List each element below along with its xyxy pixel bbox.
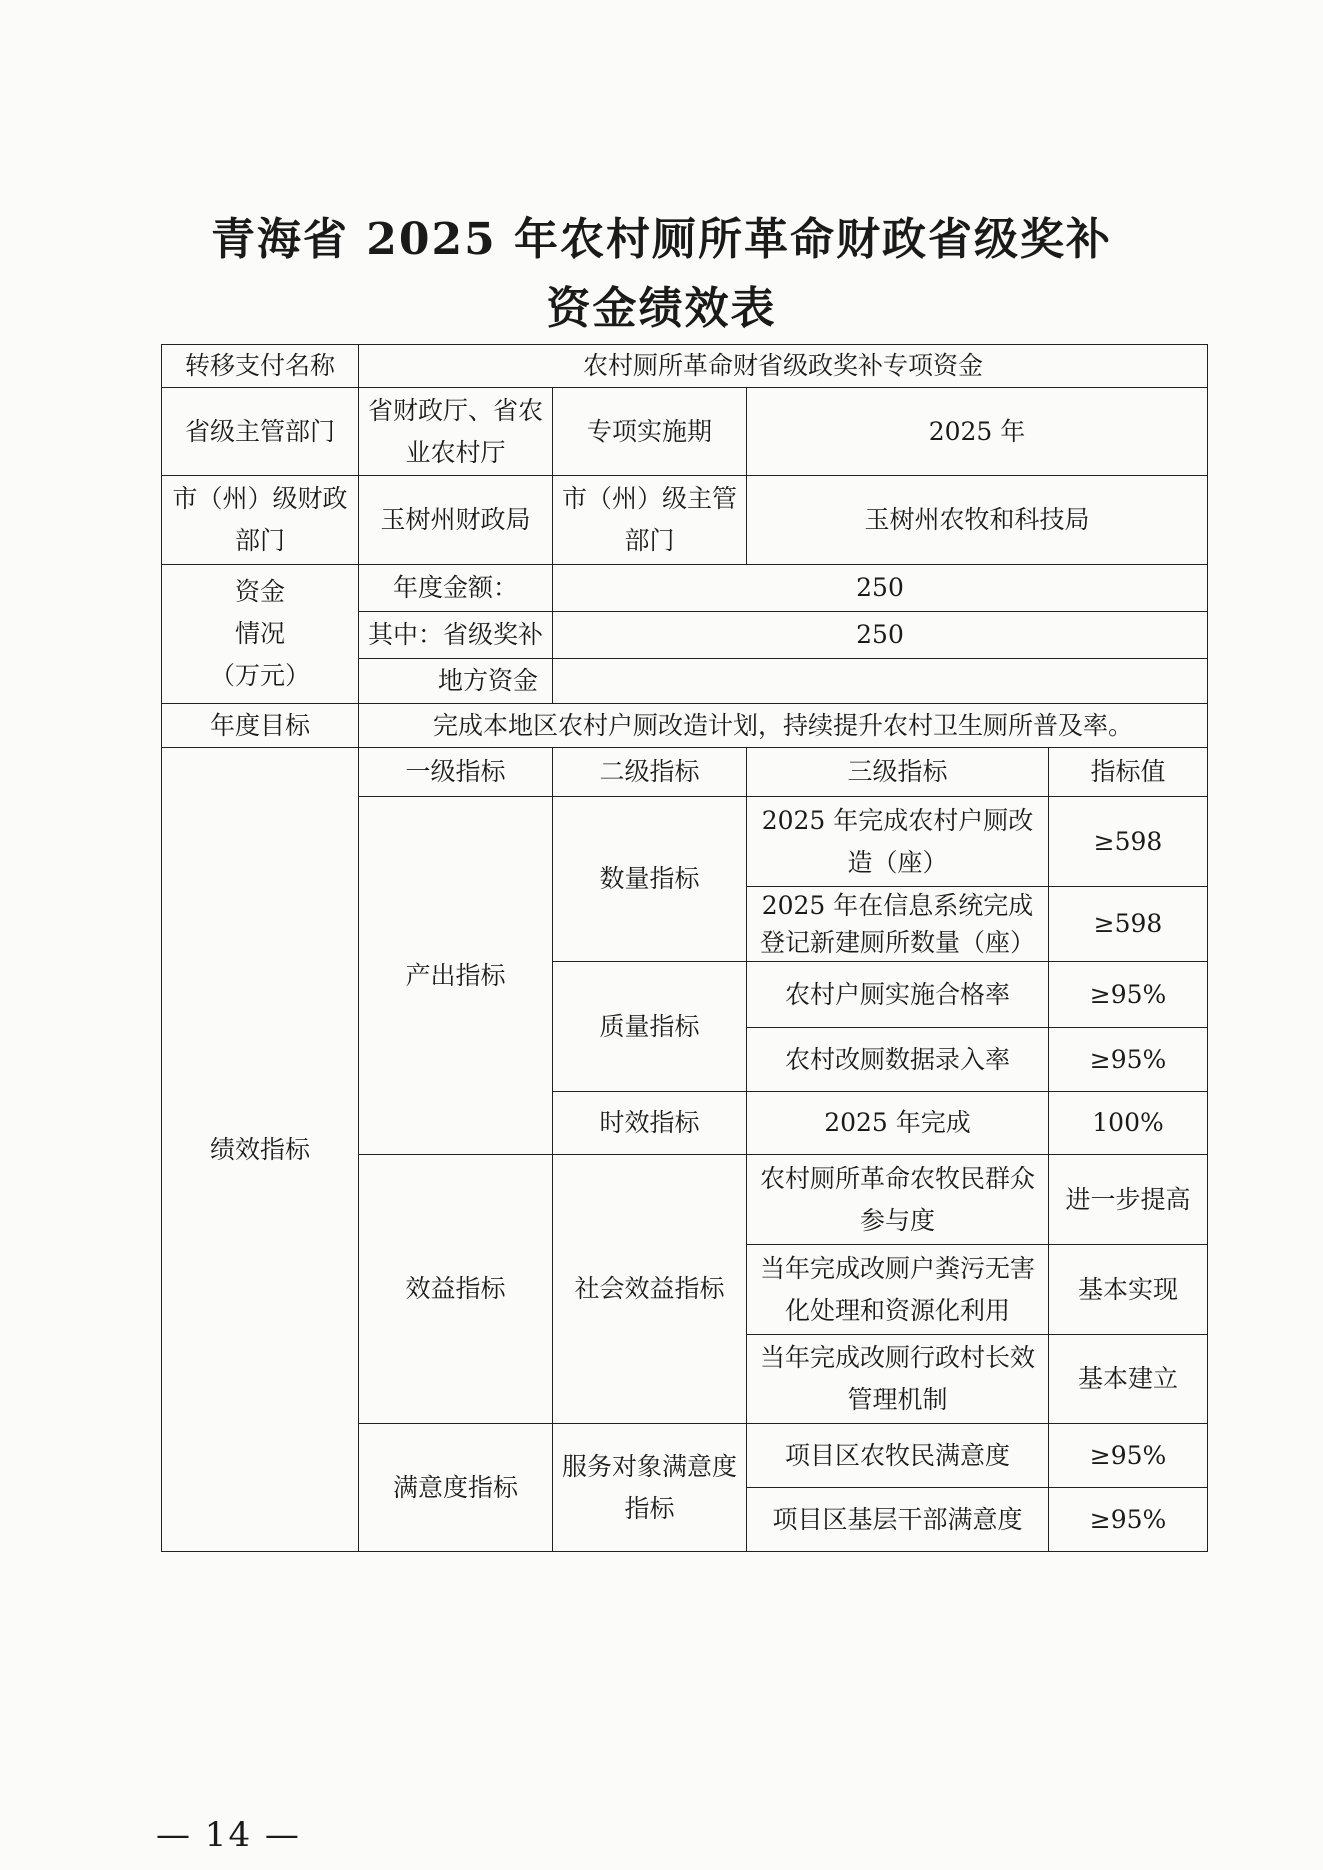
annual-goal-value: 完成本地区农村户厕改造计划，持续提升农村卫生厕所普及率。 (359, 704, 1208, 748)
header-value: 指标值 (1049, 748, 1208, 797)
provincial-dept-value: 省财政厅、省农业农村厅 (359, 388, 553, 476)
local-funds-value (553, 659, 1208, 704)
benefit-indicator-label: 效益指标 (359, 1155, 553, 1424)
period-label: 专项实施期 (553, 388, 747, 476)
table-row (162, 476, 1208, 565)
transfer-name-value: 农村厕所革命财省级政奖补专项资金 (359, 345, 1208, 388)
indicator-value: ≥95% (1049, 962, 1208, 1028)
indicator-name: 项目区农牧民满意度 (747, 1424, 1049, 1488)
indicator-value: ≥95% (1049, 1028, 1208, 1092)
transfer-name-label: 转移支付名称 (162, 345, 359, 388)
performance-indicators-label: 绩效指标 (162, 748, 359, 1552)
table-row (162, 704, 1208, 748)
indicator-name: 当年完成改厕行政村长效管理机制 (747, 1335, 1049, 1424)
city-dept-label: 市（州）级主管部门 (553, 476, 747, 565)
indicator-value: 100% (1049, 1092, 1208, 1155)
indicator-value: 基本实现 (1049, 1245, 1208, 1335)
indicator-value: ≥95% (1049, 1424, 1208, 1488)
city-dept-value: 玉树州农牧和科技局 (747, 476, 1208, 565)
indicator-name: 农村户厕实施合格率 (747, 962, 1049, 1028)
page-number: — 14 — (156, 1815, 301, 1855)
indicator-value: 基本建立 (1049, 1335, 1208, 1424)
annual-goal-label: 年度目标 (162, 704, 359, 748)
funds-label-line1: 资金 (234, 577, 285, 606)
indicator-name: 2025 年在信息系统完成登记新建厕所数量（座） (747, 887, 1049, 962)
indicator-name: 项目区基层干部满意度 (747, 1488, 1049, 1552)
indicator-name: 2025 年完成农村户厕改造（座） (747, 797, 1049, 887)
indicator-name: 当年完成改厕户粪污无害化处理和资源化利用 (747, 1245, 1049, 1335)
document-title-line1: 青海省 2025 年农村厕所革命财政省级奖补 (210, 214, 1113, 265)
indicator-value: ≥598 (1049, 887, 1208, 962)
satisfaction-indicator-label: 满意度指标 (359, 1424, 553, 1552)
funds-label-line2: 情况 (234, 619, 285, 648)
performance-table (161, 344, 1208, 1552)
city-finance-label: 市（州）级财政部门 (162, 476, 359, 565)
provincial-dept-label: 省级主管部门 (162, 388, 359, 476)
header-level2: 二级指标 (553, 748, 747, 797)
city-finance-value: 玉树州财政局 (359, 476, 553, 565)
output-indicator-label: 产出指标 (359, 797, 553, 1155)
table-row (162, 388, 1208, 476)
table-row (162, 345, 1208, 388)
funds-label-line3: （万元） (209, 661, 310, 690)
indicator-name: 2025 年完成 (747, 1092, 1049, 1155)
quality-indicator-label: 质量指标 (553, 962, 747, 1092)
funds-label (162, 565, 359, 704)
header-level3: 三级指标 (747, 748, 1049, 797)
indicator-name: 农村厕所革命农牧民群众参与度 (747, 1155, 1049, 1245)
header-level1: 一级指标 (359, 748, 553, 797)
quantity-indicator-label: 数量指标 (553, 797, 747, 962)
period-value: 2025 年 (747, 388, 1208, 476)
social-benefit-indicator-label: 社会效益指标 (553, 1155, 747, 1424)
local-funds-label: 地方资金 (359, 659, 553, 704)
indicator-value: ≥598 (1049, 797, 1208, 887)
annual-amount-label: 年度金额： (359, 565, 553, 612)
provincial-subsidy-label: 其中：省级奖补 (359, 612, 553, 659)
provincial-subsidy-value: 250 (553, 612, 1208, 659)
table-row (162, 748, 1208, 797)
table-row (162, 565, 1208, 612)
timeliness-indicator-label: 时效指标 (553, 1092, 747, 1155)
indicator-value: ≥95% (1049, 1488, 1208, 1552)
service-satisfaction-indicator-label: 服务对象满意度指标 (553, 1424, 747, 1552)
indicator-value: 进一步提高 (1049, 1155, 1208, 1245)
indicator-name: 农村改厕数据录入率 (747, 1028, 1049, 1092)
document-title-line2: 资金绩效表 (546, 283, 777, 334)
annual-amount-value: 250 (553, 565, 1208, 612)
